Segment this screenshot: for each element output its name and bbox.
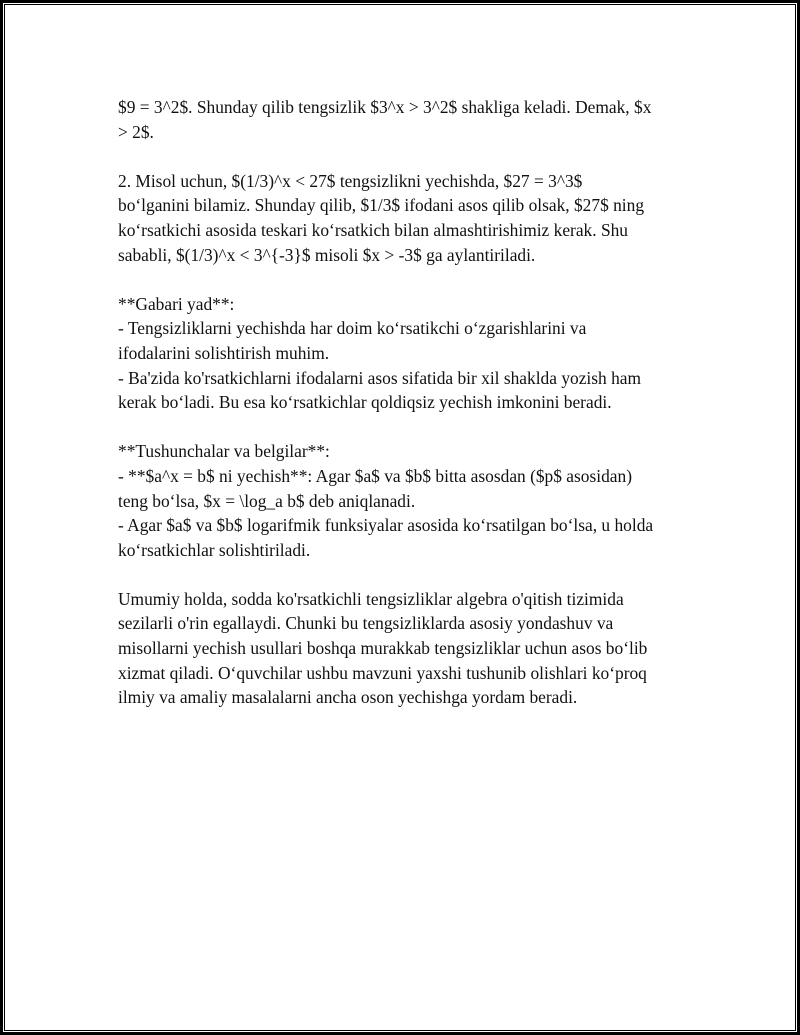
document-body — [118, 95, 698, 734]
paragraph-concepts — [118, 439, 698, 562]
text-line: xizmat qiladi. Oʻquvchilar ushbu mavzuni yaxshi tushunib olishlari koʻproq — [118, 662, 647, 683]
text-line: $9 = 3^2$. Shunday qilib tengsizlik $3^x > 3^2$ shakliga keladi. Demak, $x — [118, 97, 652, 117]
section-heading: **Gabari yad**: — [118, 293, 235, 314]
section-heading: **Tushunchalar va belgilar**: — [118, 441, 330, 462]
text-line: - **$a^x = b$ ni yechish**: Agar $a$ va $b$ bitta asosdan ($p$ asosidan) — [118, 465, 632, 486]
text-line: teng boʻlsa, $x = \log_a b$ deb aniqlanadi. — [118, 490, 416, 511]
text-line: - Ba'zida ko'rsatkichlarni ifodalarni asos sifatida bir xil shaklda yozish ham — [118, 367, 642, 388]
paragraph-notes — [118, 292, 698, 415]
paragraph-intro-conclusion — [118, 95, 698, 144]
text-line: Umumiy holda, sodda ko'rsatkichli tengsizliklar algebra o'qitish tizimida — [118, 588, 624, 609]
text-line: kerak boʻladi. Bu esa koʻrsatkichlar qoldiqsiz yechish imkonini beradi. — [118, 392, 612, 413]
text-line: koʻrsatkichi asosida teskari koʻrsatkich bilan almashtirishimiz kerak. Shu — [118, 219, 629, 240]
text-line: misollarni yechish usullari boshqa murakkab tengsizliklar uchun asos boʻlib — [118, 638, 648, 659]
text-line: boʻlganini bilamiz. Shunday qilib, $1/3$ ifodani asos qilib olsak, $27$ ning — [118, 195, 645, 216]
text-line: koʻrsatkichlar solishtiriladi. — [118, 539, 311, 560]
text-line: 2. Misol uchun, $(1/3)^x < 27$ tengsizlikni yechishda, $27 = 3^3$ — [118, 170, 583, 191]
text-line: ilmiy va amaliy masalalarni ancha oson yechishga yordam beradi. — [118, 687, 578, 708]
paragraph-summary — [118, 587, 698, 710]
text-line: - Tengsizliklarni yechishda har doim koʻrsatikchi oʻzgarishlarini va — [118, 318, 587, 339]
text-line: sababli, $(1/3)^x < 3^{-3}$ misoli $x > -3$ ga aylantiriladi. — [118, 244, 536, 265]
text-line: > 2$. — [118, 121, 154, 142]
text-line: sezilarli o'rin egallaydi. Chunki bu tengsizliklarda asosiy yondashuv va — [118, 613, 614, 634]
text-line: - Agar $a$ va $b$ logarifmik funksiyalar asosida koʻrsatilgan boʻlsa, u holda — [118, 515, 654, 536]
paragraph-example-2 — [118, 169, 698, 267]
text-line: ifodalarini solishtirish muhim. — [118, 342, 330, 363]
